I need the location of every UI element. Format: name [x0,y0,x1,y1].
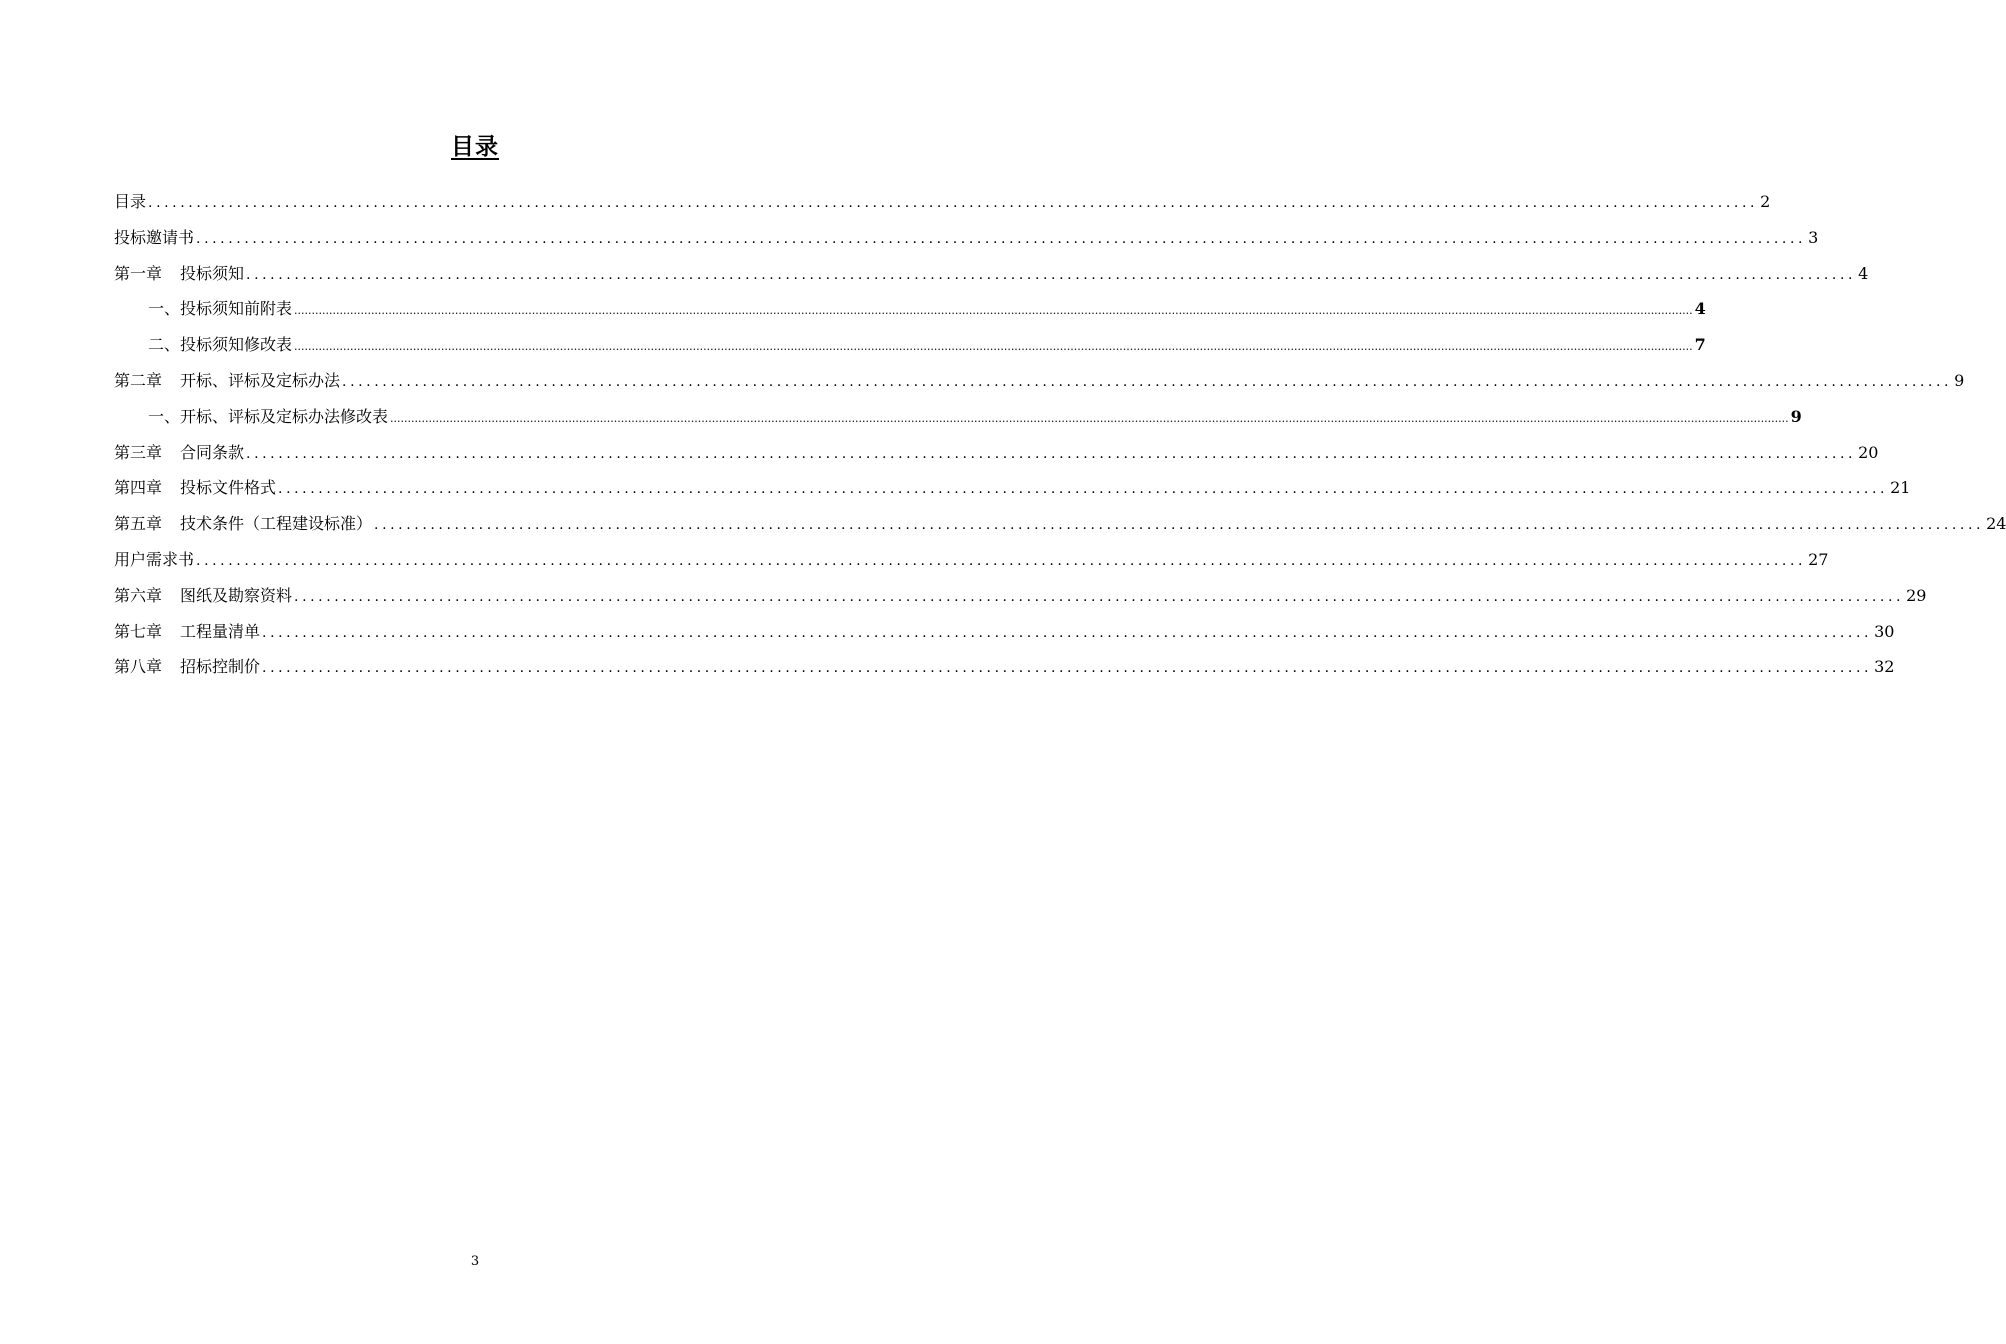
toc-entry-label [148,332,292,355]
toc-entry-text: 投标邀请书 [114,227,195,247]
toc-entry-label [114,583,292,606]
toc-entry-label [114,547,194,570]
toc-entry-chapter: 第二章 [114,370,163,390]
toc-entry-page: 30 [1874,621,1895,641]
toc-entry-text: 用户需求书 [114,549,195,569]
toc-dot-leader: ................................................................................................................................................................................................................................................................................................................................................................................................................ [294,304,1693,318]
toc-entry[interactable] [114,368,1965,404]
toc-entry-chapter: 第四章 [114,478,163,498]
toc-entry[interactable] [114,547,1829,583]
toc-entry-page: 21 [1890,478,1911,498]
toc-entry-page: 27 [1808,549,1829,569]
toc-entry[interactable] [114,440,1879,476]
toc-entry-text: 二、投标须知修改表 [148,335,293,355]
toc-entry-page: 20 [1858,442,1879,462]
toc-entry-page: 2 [1760,192,1771,211]
toc-dot-leader: ........................................................................................................................................................................................................ [374,517,1985,534]
toc-entry-page: 32 [1874,657,1895,677]
toc-dot-leader: ................................................................................................................................................................................................................................................................................................................................................................................................................ [390,411,1789,425]
toc-entry-chapter: 第七章 [114,621,163,641]
toc-entry-text: 开标、评标及定标办法 [180,370,341,390]
toc-entry-label [114,440,244,463]
toc-entry[interactable] [114,225,1819,261]
toc-entry[interactable] [114,404,1802,440]
toc-entry-page: 9 [1954,370,1965,390]
toc-entry-text: 图纸及勘察资料 [180,585,293,605]
toc-entry-label [114,475,276,498]
toc-entry-chapter: 第八章 [114,657,163,677]
toc-entry-text: 技术条件（工程建设标准） [180,514,373,534]
toc-entry-text: 投标文件格式 [180,478,277,498]
toc-entry[interactable] [114,619,1895,655]
toc-entry[interactable] [114,296,1706,332]
toc-entry[interactable] [114,261,1869,297]
toc-dot-leader: ................................................................................................................................................................................................................................................................................................................................................................................................................ [294,340,1693,354]
toc-entry-page: 7 [1694,335,1706,355]
toc-dot-leader: ........................................................................................................................................................................................................ [246,445,1857,462]
toc-entry-page: 4 [1694,299,1706,319]
toc-entry-page: 3 [1808,227,1819,247]
toc-entry-page: 29 [1906,585,1927,605]
toc-entry-text: 工程量清单 [180,621,261,641]
toc-entry-chapter: 第一章 [114,263,163,283]
toc-entry-chapter: 第三章 [114,442,163,462]
toc-entry[interactable] [114,654,1895,690]
toc-entry-page: 4 [1858,263,1869,283]
toc-entry-page: 24 [1986,514,2006,534]
toc-entry-chapter: 第五章 [114,514,163,534]
toc-entry[interactable] [114,583,1927,619]
toc-dot-leader: ........................................................................................................................................................................................................ [196,230,1807,247]
toc-entry-text: 目录 [114,192,147,211]
toc-dot-leader: ........................................................................................................................................................................................................ [148,195,1759,211]
toc-entry-text: 一、投标须知前附表 [148,299,293,319]
toc-title: 目录 [451,134,499,160]
toc-entry-text: 招标控制价 [180,657,261,677]
toc-entry-text: 一、开标、评标及定标办法修改表 [148,406,389,426]
toc-entry-text: 合同条款 [180,442,245,462]
toc-entry-label [114,261,244,284]
toc-entry[interactable] [114,189,1771,225]
toc-dot-leader: ........................................................................................................................................................................................................ [262,624,1873,641]
toc-entry-label [148,296,292,319]
toc-entry-label [114,189,146,212]
toc-dot-leader: ........................................................................................................................................................................................................ [294,588,1905,605]
toc-entry[interactable] [114,475,1911,511]
toc-entry-label [114,654,260,677]
toc-dot-leader: ........................................................................................................................................................................................................ [278,481,1889,498]
toc-entry-label [114,511,372,534]
toc-entry[interactable] [114,332,1706,368]
toc-dot-leader: ........................................................................................................................................................................................................ [196,552,1807,569]
toc-entry-label [114,619,260,642]
toc-entry-label [148,404,388,427]
toc-dot-leader: ........................................................................................................................................................................................................ [246,266,1857,283]
toc-list [114,189,2006,690]
page-number: 3 [470,1254,480,1269]
toc-entry-chapter: 第六章 [114,585,163,605]
toc-entry-text: 投标须知 [180,263,245,283]
toc-dot-leader: ........................................................................................................................................................................................................ [342,373,1953,390]
toc-entry[interactable] [114,511,2006,547]
toc-entry-page: 9 [1790,406,1802,426]
toc-entry-label [114,368,340,391]
toc-entry-label [114,225,194,248]
toc-dot-leader: ........................................................................................................................................................................................................ [262,660,1873,677]
